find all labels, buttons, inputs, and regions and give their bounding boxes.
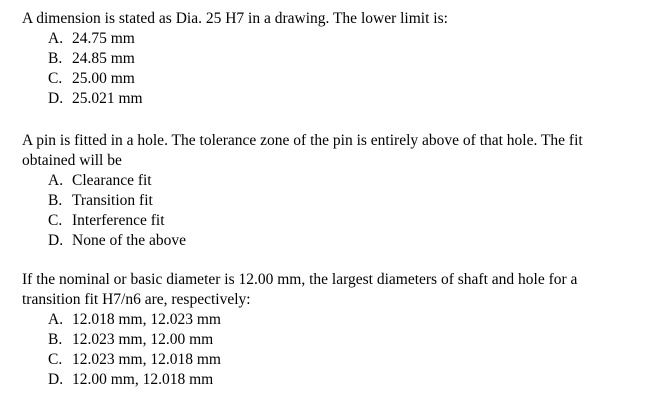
option-letter: B. xyxy=(48,50,63,67)
option-d xyxy=(22,89,622,109)
option-text: 12.023 mm, 12.00 mm xyxy=(72,331,214,348)
question-3 xyxy=(22,270,622,390)
option-text: 12.018 mm, 12.023 mm xyxy=(72,311,221,328)
option-text: 24.85 mm xyxy=(72,50,135,67)
option-d xyxy=(22,370,622,390)
question-1 xyxy=(22,9,622,109)
option-text: 25.00 mm xyxy=(72,70,135,87)
question-text: A dimension is stated as Dia. 25 H7 in a drawing. The lower limit is: xyxy=(22,10,448,27)
option-letter: C. xyxy=(48,70,63,87)
option-text: Transition fit xyxy=(72,192,153,209)
option-text: 24.75 mm xyxy=(72,30,135,47)
option-a xyxy=(22,171,622,191)
option-letter: D. xyxy=(48,371,64,388)
option-letter: A. xyxy=(48,30,64,47)
question-text: A pin is fitted in a hole. The tolerance zone of the pin is entirely above of that hole. The fit obtained will be xyxy=(22,132,583,169)
question-text: If the nominal or basic diameter is 12.00 mm, the largest diameters of shaft and hole for a transition fit H7/n6 are, respectively: xyxy=(22,271,578,308)
option-list xyxy=(22,171,622,251)
option-a xyxy=(22,310,622,330)
option-d xyxy=(22,231,622,251)
option-b xyxy=(22,191,622,211)
option-c xyxy=(22,69,622,89)
option-b xyxy=(22,330,622,350)
option-letter: B. xyxy=(48,331,63,348)
option-text: Interference fit xyxy=(72,212,165,229)
option-c xyxy=(22,211,622,231)
option-text: 12.023 mm, 12.018 mm xyxy=(72,351,221,368)
option-letter: D. xyxy=(48,232,64,249)
option-list xyxy=(22,29,622,109)
option-text: 25.021 mm xyxy=(72,90,143,107)
question-2 xyxy=(22,131,622,251)
option-letter: C. xyxy=(48,212,63,229)
option-list xyxy=(22,310,622,390)
option-text: 12.00 mm, 12.018 mm xyxy=(72,371,214,388)
option-letter: A. xyxy=(48,311,64,328)
option-letter: B. xyxy=(48,192,63,209)
option-letter: D. xyxy=(48,90,64,107)
option-text: Clearance fit xyxy=(72,172,152,189)
option-text: None of the above xyxy=(72,232,187,249)
option-c xyxy=(22,350,622,370)
option-a xyxy=(22,29,622,49)
option-b xyxy=(22,49,622,69)
option-letter: A. xyxy=(48,172,64,189)
option-letter: C. xyxy=(48,351,63,368)
